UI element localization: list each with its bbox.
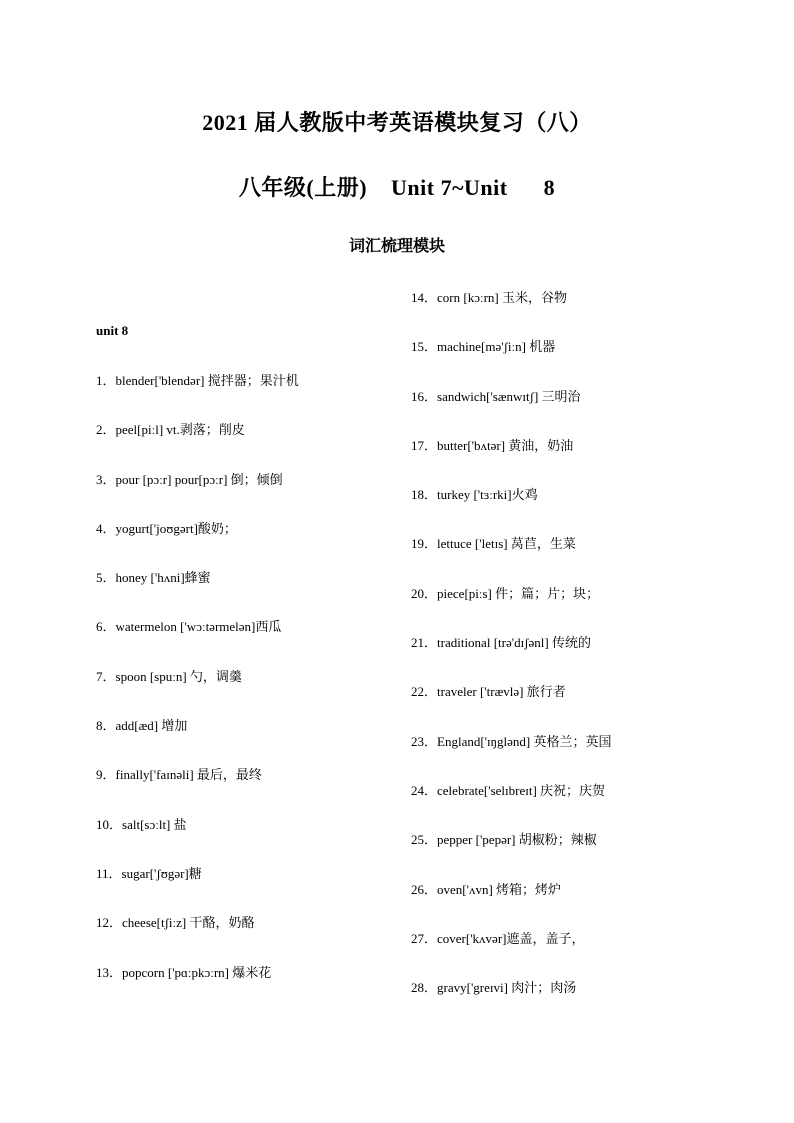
entry-number: 1．: [96, 373, 116, 388]
entry-number: 15．: [411, 339, 438, 355]
vocab-list-left: [96, 372, 396, 1013]
entry-text: corn [kɔːrn] 玉米，谷物: [437, 290, 567, 305]
entry-text: butter['bʌtər] 黄油，奶油: [437, 437, 574, 453]
entry-number: 16．: [411, 388, 438, 404]
entry-number: 11．: [96, 865, 122, 881]
vocab-entry: [96, 668, 396, 717]
entry-number: 2．: [96, 422, 116, 438]
section-title: 词汇梳理模块: [348, 238, 445, 255]
entry-number: 17．: [411, 437, 438, 453]
vocab-entry: [96, 964, 396, 1013]
entry-text: traveler ['trævlə] 旅行者: [437, 684, 566, 700]
entry-number: 6．: [96, 619, 116, 635]
entry-text: lettuce ['letɪs] 莴苣，生菜: [437, 536, 576, 552]
entry-number: 10．: [96, 816, 123, 832]
entry-number: 24．: [411, 782, 438, 798]
entry-text: pour [pɔːr] pour[pɔːr] 倒；倾倒: [115, 471, 283, 487]
vocab-entry: [411, 338, 781, 387]
vocab-entry: [411, 437, 781, 486]
entry-text: piece[piːs] 件；篇；片；块；: [437, 585, 600, 601]
entry-text: sugar['ʃʊgər]糖: [121, 865, 202, 881]
entry-text: spoon [spuːn] 勺，调羹: [115, 668, 242, 684]
entry-number: 25．: [411, 832, 438, 848]
entry-text: salt[sɔːlt] 盐: [122, 816, 187, 832]
entry-number: 4．: [96, 520, 116, 536]
entry-text: cheese[tʃiːz] 干酪，奶酪: [122, 915, 255, 931]
document-title: 2021 届人教版中考英语模块复习（八）: [202, 110, 592, 135]
vocab-entry: [96, 865, 396, 914]
vocab-entry: [96, 914, 396, 963]
entry-number: 22．: [411, 684, 438, 700]
entry-number: 3．: [96, 471, 116, 487]
entry-text: celebrate['selɪbreɪt] 庆祝；庆贺: [437, 782, 606, 798]
vocab-entry: [411, 881, 781, 930]
entry-number: 13．: [96, 964, 123, 980]
vocab-entry: [411, 782, 781, 831]
entry-text: gravy['greɪvi] 肉汁；肉汤: [437, 980, 577, 996]
entry-number: 28．: [411, 980, 438, 996]
vocab-entry: [411, 535, 781, 584]
entry-number: 23．: [411, 733, 438, 749]
vocab-entry: [96, 717, 396, 766]
entry-number: 9．: [96, 767, 116, 783]
vocab-entry: [411, 831, 781, 880]
entry-number: 19．: [411, 536, 438, 552]
vocab-entry: [411, 289, 781, 338]
vocab-list-right: [411, 289, 781, 1028]
vocab-entry: [96, 766, 396, 815]
entry-text: oven['ʌvn] 烤箱；烤炉: [437, 881, 562, 897]
entry-number: 20．: [411, 585, 438, 601]
entry-text: sandwich['sænwɪtʃ] 三明治: [437, 388, 581, 404]
entry-text: honey ['hʌni]蜂蜜: [115, 570, 211, 586]
vocab-entry: [411, 388, 781, 437]
vocab-entry: [411, 683, 781, 732]
unit-label: unit 8: [96, 323, 129, 338]
vocab-entry: [411, 634, 781, 683]
vocab-entry: [96, 618, 396, 667]
entry-text: traditional [trə'dɪʃənl] 传统的: [437, 635, 591, 651]
entry-text: England['ɪŋglənd] 英格兰；英国: [437, 733, 612, 749]
entry-text: peel[piːl] vt.剥落；削皮: [115, 422, 245, 438]
document-subtitle: 八年级(上册) Unit 7~Unit 8: [238, 175, 556, 200]
entry-number: 12．: [96, 915, 123, 931]
vocab-entry: [411, 486, 781, 535]
entry-number: 21．: [411, 635, 438, 651]
entry-text: finally['faɪnəli] 最后，最终: [115, 767, 262, 783]
entry-text: turkey ['tɜːrki]火鸡: [437, 487, 538, 503]
entry-number: 8．: [96, 718, 116, 734]
vocab-entry: [411, 979, 781, 1028]
entry-text: yogurt['joʊgərt]酸奶；: [115, 520, 237, 536]
entry-number: 27．: [411, 930, 438, 946]
vocab-entry: [411, 733, 781, 782]
vocab-entry: [411, 930, 781, 979]
entry-text: watermelon ['wɔːtərmelən]西瓜: [115, 619, 282, 635]
entry-text: machine[mə'ʃiːn] 机器: [437, 339, 556, 355]
entry-text: popcorn ['pɑːpkɔːrn] 爆米花: [122, 964, 272, 980]
vocab-entry: [96, 421, 396, 470]
entry-text: cover['kʌvər]遮盖，盖子，: [437, 930, 585, 946]
entry-text: add[æd] 增加: [115, 718, 188, 734]
entry-number: 14．: [411, 290, 438, 305]
entry-number: 5．: [96, 570, 116, 586]
vocab-entry: [96, 471, 396, 520]
vocab-entry: [411, 585, 781, 634]
vocab-entry: [96, 520, 396, 569]
vocab-entry: [96, 372, 396, 421]
vocab-entry: [96, 816, 396, 865]
entry-text: blender['blendər] 搅拌器；果汁机: [115, 373, 299, 388]
entry-text: pepper ['pepər] 胡椒粉；辣椒: [437, 832, 597, 848]
entry-number: 26．: [411, 881, 438, 897]
vocab-entry: [96, 569, 396, 618]
entry-number: 18．: [411, 487, 438, 503]
entry-number: 7．: [96, 668, 116, 684]
